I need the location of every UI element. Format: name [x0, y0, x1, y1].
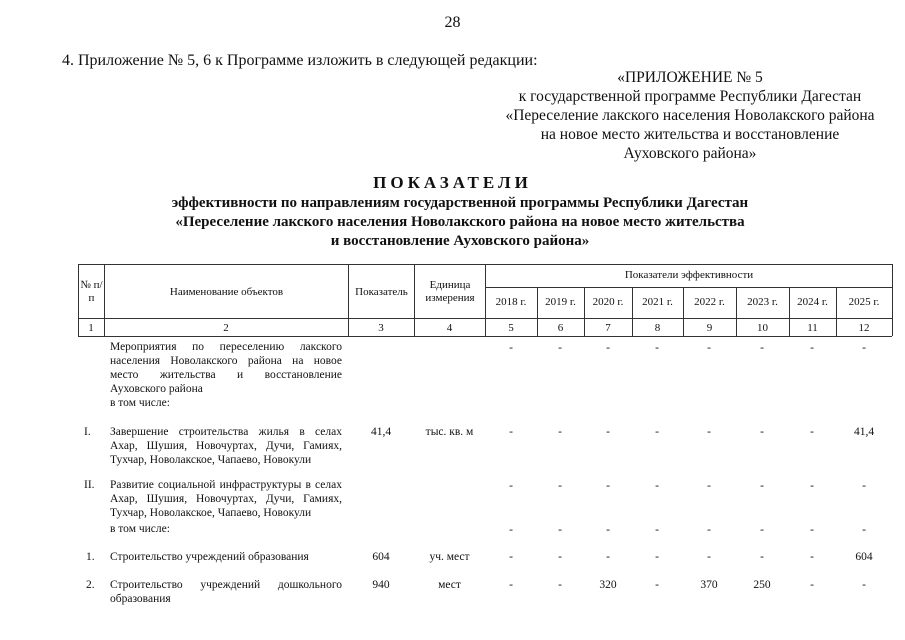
subtitle-line-1: эффективности по направлениям государственной программы Республики Дагестан: [171, 195, 749, 211]
colnum-11: 11: [807, 322, 818, 334]
document-subtitle: [100, 194, 820, 251]
row-2-year-6-value: -: [760, 480, 764, 492]
row-1-year-5-value: -: [707, 426, 711, 438]
row-4-year-7-value: -: [810, 579, 814, 591]
row-4-name: Строительство учреждений дошкольного образования: [110, 579, 342, 605]
colnum-4: 4: [446, 322, 453, 334]
header-year-2022: 2022 г.: [694, 296, 725, 308]
row-3-year-6-value: -: [760, 551, 764, 563]
header-year-2023: 2023 г.: [747, 296, 778, 308]
header-unit: Единица измерения: [425, 279, 475, 304]
row-1-name: Завершение строительства жилья в селах Ахар, Шушия, Новочуртах, Дучи, Гамиях, Тухчар, Новолакское, Чапаево, Новокули: [110, 426, 342, 466]
header-num: № п/п: [80, 279, 103, 304]
row-0-year-8-value: -: [862, 342, 866, 354]
colnum-10: 10: [757, 322, 768, 334]
row-1-year-6-value: -: [760, 426, 764, 438]
row-3-unit: уч. мест: [429, 551, 470, 563]
row-2-year-2-suffix-value: -: [558, 524, 562, 536]
colnum-2: 2: [223, 322, 229, 334]
row-2-year-7-value: -: [810, 480, 814, 492]
colnum-1: 1: [88, 322, 94, 334]
row-1-year-8-value: 41,4: [853, 426, 875, 438]
row-1-num: I.: [84, 426, 91, 438]
row-1-year-3-value: -: [606, 426, 610, 438]
row-2-year-3-value: -: [606, 480, 610, 492]
row-4-year-5-value: 370: [700, 579, 718, 591]
appendix-line-1: «ПРИЛОЖЕНИЕ № 5: [617, 69, 763, 86]
row-4-year-8-value: -: [862, 579, 866, 591]
row-4-unit: мест: [438, 579, 461, 591]
row-2-year-8-suffix-value: -: [862, 524, 866, 536]
table-colnum-bottom: [78, 336, 892, 337]
row-3-num: 1.: [86, 551, 95, 563]
row-0-name: Мероприятия по переселению лакского населения Новолакского района на новое место жительства и восстановление Ауховского района: [110, 341, 342, 395]
row-0-year-6-value: -: [760, 342, 764, 354]
row-3-name: Строительство учреждений образования: [110, 551, 309, 563]
row-2-name: Развитие социальной инфраструктуры в селах Ахар, Шушия, Новочуртах, Дучи, Гамиях, Тухчар, Новолакское, Чапаево, Новокули: [110, 479, 342, 519]
row-1-unit: тыс. кв. м: [425, 426, 474, 438]
row-2-year-6-suffix-value: -: [760, 524, 764, 536]
row-1-year-2-value: -: [558, 426, 562, 438]
header-group: Показатели эффективности: [624, 269, 754, 281]
row-2-year-2-value: -: [558, 480, 562, 492]
row-2-num: II.: [84, 479, 95, 491]
colnum-9: 9: [706, 322, 713, 334]
row-3-year-1-value: -: [509, 551, 513, 563]
row-1-year-1-value: -: [509, 426, 513, 438]
colnum-12: 12: [858, 322, 870, 334]
row-0-year-3-value: -: [606, 342, 610, 354]
row-0-year-7-value: -: [810, 342, 814, 354]
appendix-line-4: на новое место жительства и восстановление: [540, 126, 840, 143]
header-year-2025: 2025 г.: [848, 296, 880, 308]
row-3-year-3-value: -: [606, 551, 610, 563]
header-year-2018: 2018 г.: [495, 296, 527, 308]
table-year-header-line: [485, 287, 892, 288]
row-4-year-6-value: 250: [753, 579, 771, 591]
row-4-year-4-value: -: [655, 579, 659, 591]
row-3-year-7-value: -: [810, 551, 814, 563]
intro-line: 4. Приложение № 5, 6 к Программе изложить в следующей редакции:: [62, 52, 538, 69]
row-4-num: 2.: [86, 579, 95, 591]
row-4-year-3-value: 320: [599, 579, 617, 591]
header-year-2020: 2020 г.: [592, 296, 624, 308]
row-2-name-suffix: в том числе:: [110, 523, 170, 535]
header-name: Наименование объектов: [169, 286, 284, 298]
row-4-year-1-value: -: [509, 579, 513, 591]
appendix-line-3: «Переселение лакского населения Новолакского района: [505, 107, 875, 124]
subtitle-line-3: и восстановление Ауховского района»: [330, 233, 590, 249]
row-4-year-2-value: -: [558, 579, 562, 591]
row-0-year-5-value: -: [707, 342, 711, 354]
colnum-7: 7: [605, 322, 611, 334]
row-2-year-5-value: -: [707, 480, 711, 492]
appendix-line-2: к государственной программе Республики Дагестан: [518, 88, 862, 105]
row-0-year-4-value: -: [655, 342, 659, 354]
row-3-year-8-value: 604: [855, 551, 873, 563]
appendix-line-5: Ауховского района»: [623, 145, 757, 162]
row-3-year-4-value: -: [655, 551, 659, 563]
colnum-6: 6: [557, 322, 564, 334]
header-year-2021: 2021 г.: [642, 296, 673, 308]
row-1-indicator: 41,4: [370, 426, 392, 438]
row-0-name-suffix: в том числе:: [110, 397, 170, 409]
row-2-year-1-value: -: [509, 480, 513, 492]
header-indicator: Показатель: [355, 286, 408, 298]
row-1-year-4-value: -: [655, 426, 659, 438]
row-2-year-5-suffix-value: -: [707, 524, 711, 536]
appendix-block: [490, 68, 890, 163]
row-3-year-5-value: -: [707, 551, 711, 563]
row-3-indicator: 604: [372, 551, 390, 563]
colnum-5: 5: [508, 322, 514, 334]
row-1-year-7-value: -: [810, 426, 814, 438]
document-title: ПОКАЗАТЕЛИ: [373, 173, 532, 192]
row-2-year-3-suffix-value: -: [606, 524, 610, 536]
row-0-year-1-value: -: [509, 342, 513, 354]
row-4-indicator: 940: [372, 579, 390, 591]
row-3-year-2-value: -: [558, 551, 562, 563]
row-2-year-4-value: -: [655, 480, 659, 492]
subtitle-line-2: «Переселение лакского населения Новолакского района на новое место жительства: [175, 214, 745, 230]
row-2-year-4-suffix-value: -: [655, 524, 659, 536]
colnum-8: 8: [654, 322, 661, 334]
colnum-3: 3: [378, 322, 384, 334]
header-year-2019: 2019 г.: [545, 296, 576, 308]
row-0-year-2-value: -: [558, 342, 562, 354]
row-2-year-1-suffix-value: -: [509, 524, 513, 536]
header-year-2024: 2024 г.: [797, 296, 828, 308]
page-number: 28: [444, 14, 461, 31]
row-2-year-7-suffix-value: -: [810, 524, 814, 536]
row-2-year-8-value: -: [862, 480, 866, 492]
